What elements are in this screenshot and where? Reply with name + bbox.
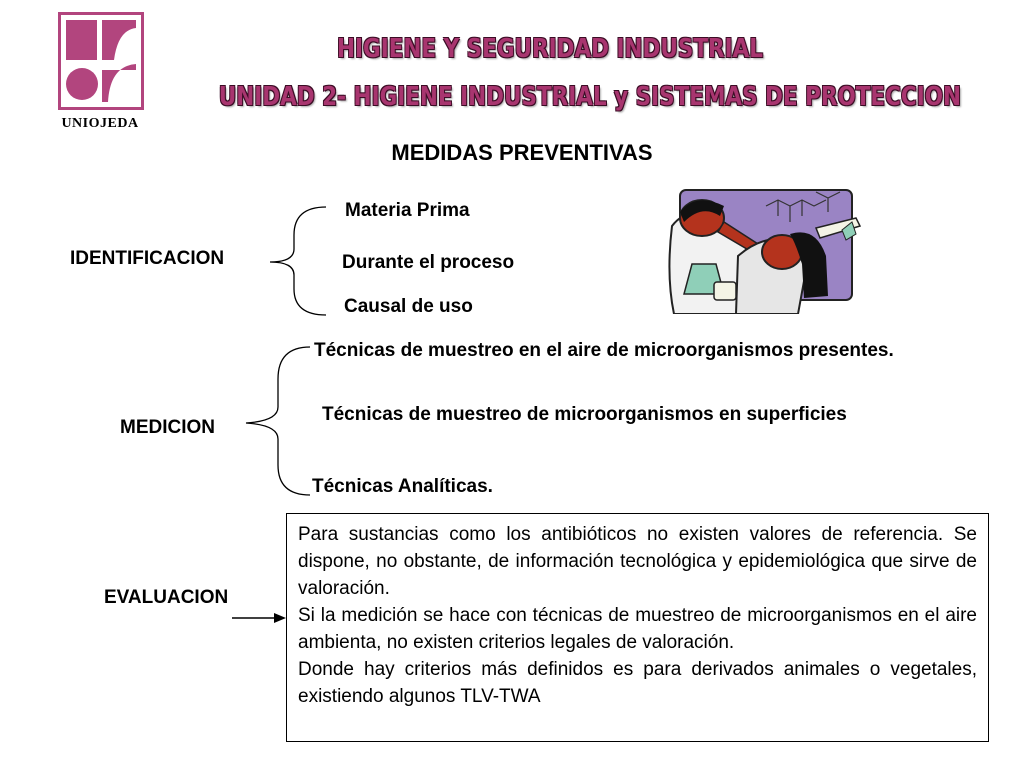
- evaluacion-paragraph: Donde hay criterios más definidos es para derivados animales o vegetales, existiendo algunos TLV-TWA: [298, 659, 977, 707]
- evaluacion-textbox: [286, 513, 989, 742]
- unit-title: UNIDAD 2- HIGIENE INDUSTRIAL y SISTEMAS DE PROTECCION: [218, 82, 962, 112]
- uniojeda-logo: [58, 12, 144, 110]
- identificacion-label: IDENTIFICACION: [70, 248, 225, 269]
- page-title: MEDIDAS PREVENTIVAS: [391, 140, 653, 165]
- medicion-brace: [244, 345, 316, 497]
- identificacion-item: Materia Prima: [345, 200, 470, 221]
- identificacion-item: Durante el proceso: [342, 252, 515, 273]
- medicion-item: Técnicas de muestreo de microorganismos en superficies: [322, 404, 847, 425]
- arrow-right-icon: [230, 611, 288, 625]
- identificacion-brace: [268, 205, 330, 317]
- evaluacion-label: EVALUACION: [104, 587, 229, 608]
- medicion-item: Técnicas Analíticas.: [312, 476, 493, 497]
- identificacion-item: Causal de uso: [344, 296, 473, 317]
- logo-emblem-icon: [58, 12, 144, 110]
- evaluacion-paragraph: Si la medición se hace con técnicas de muestreo de microorganismos en el aire ambienta, no existen criterios legales de valoración.: [298, 605, 977, 653]
- medicion-label: MEDICION: [120, 417, 215, 438]
- lab-scientists-illustration: [666, 186, 876, 314]
- course-title: HIGIENE Y SEGURIDAD INDUSTRIAL: [337, 34, 763, 64]
- logo-text: UNIOJEDA: [61, 116, 139, 131]
- evaluacion-paragraph: Para sustancias como los antibióticos no existen valores de referencia. Se dispone, no obstante, de información tecnológica y epidemiológica que sirve de valoración.: [298, 524, 977, 599]
- medicion-item: Técnicas de muestreo en el aire de microorganismos presentes.: [314, 340, 894, 361]
- lab-scientists-icon: [666, 186, 876, 314]
